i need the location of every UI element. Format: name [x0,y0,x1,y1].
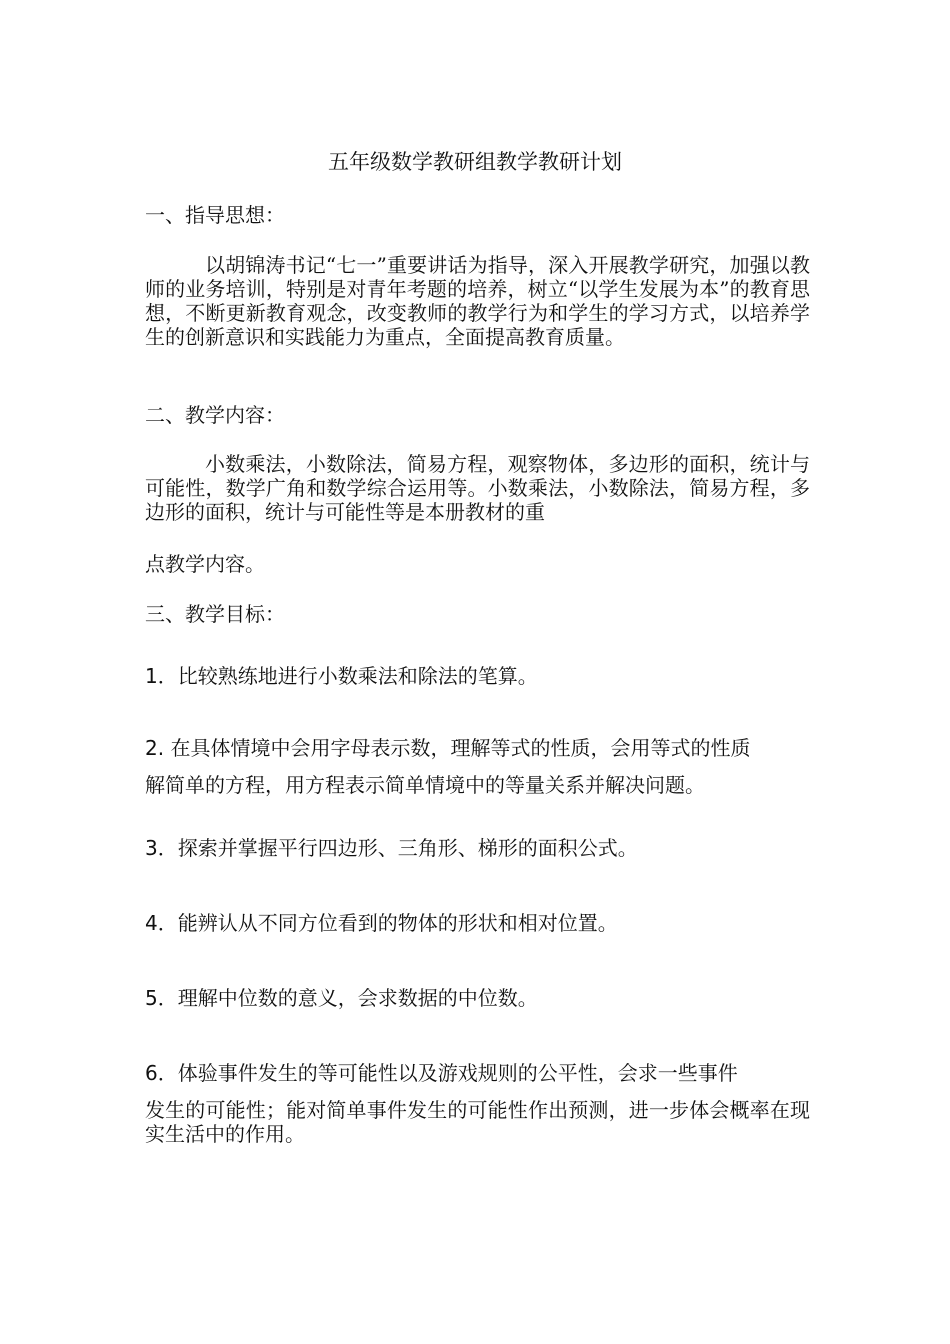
section-body-guiding-thought: 以胡锦涛书记“七一”重要讲话为指导，深入开展教学研究，加强以教师的业务培训，特别是对青年考题的培养，树立“以学生发展为本”的教育思想，不断更新教育观念，改变教师的教学行为和学生的学习方式，以培养学生的创新意识和实践能力为重点，全面提高教育质量。 [145,253,810,349]
goal-item-2-line-2: 解简单的方程，用方程表示简单情境中的等量关系并解决问题。 [145,773,705,797]
goal-item-5: 5．理解中位数的意义，会求数据的中位数。 [145,986,538,1010]
goal-item-6-line-1: 6．体验事件发生的等可能性以及游戏规则的公平性，会求一些事件 [145,1061,738,1085]
goal-item-6-line-2: 发生的可能性；能对简单事件发生的可能性作出预测，进一步体会概率在现实生活中的作用。 [145,1098,810,1146]
goal-item-1: 1．比较熟练地进行小数乘法和除法的笔算。 [145,664,538,688]
document-title: 五年级数学教研组教学教研计划 [328,150,622,174]
section-body-teaching-content: 小数乘法，小数除法，简易方程，观察物体，多边形的面积，统计与可能性，数学广角和数学综合运用等。小数乘法，小数除法，简易方程，多边形的面积，统计与可能性等是本册教材的重 [145,452,810,524]
goal-item-2-line-1: 2. 在具体情境中会用字母表示数，理解等式的性质，会用等式的性质 [145,736,751,760]
section-heading-teaching-goals: 三、教学目标： [145,602,285,626]
section-heading-teaching-content: 二、教学内容： [145,403,285,427]
section-heading-guiding-thought: 一、指导思想： [145,203,285,227]
goal-item-4: 4．能辨认从不同方位看到的物体的形状和相对位置。 [145,911,618,935]
goal-item-3: 3．探索并掌握平行四边形、三角形、梯形的面积公式。 [145,836,638,860]
section-body-teaching-content-continued: 点教学内容。 [145,552,265,576]
